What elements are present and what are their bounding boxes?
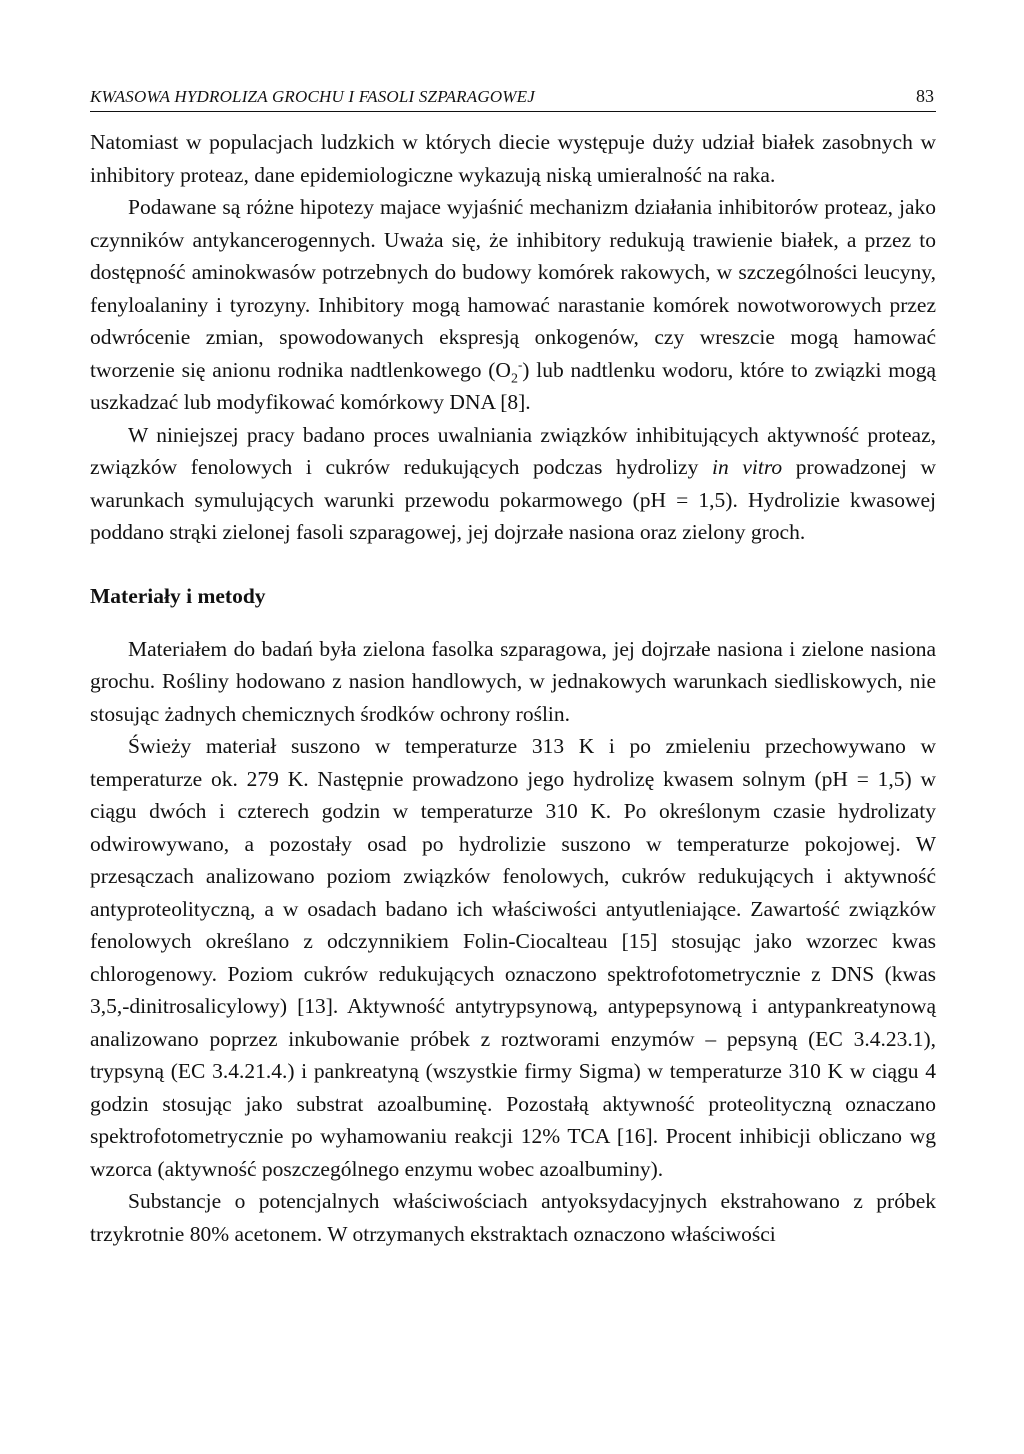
intro-paragraph-3-text-a: W niniejszej pracy badano proces uwalniania związków inhibitujących aktywność proteaz, związków fenolowych i cukrów redukujących podczas hydrolizy [90,422,936,479]
methods-paragraph-1-text: Materiałem do badań była zielona fasolka szparagowa, jej dojrzałe nasiona i zielone nasiona grochu. Rośliny hodowano z nasion handlowych, w jednakowych warunkach siedliskowych, nie stosując żadnych chemicznych środków ochrony roślin. [90,636,936,726]
page [90,86,936,1250]
running-title: KWASOWA HYDROLIZA GROCHU I FASOLI SZPARAGOWEJ [90,87,535,106]
methods-paragraph-1 [90,633,936,731]
section-heading-methods: Materiały i metody [90,583,266,608]
intro-paragraph-3 [90,419,936,549]
running-header [90,86,936,112]
intro-paragraph-3-text-b: prowadzonej w warunkach symulujących warunki przewodu pokarmowego (pH = 1,5). Hydrolizie kwasowej poddano strąki zielonej fasoli szparagowej, jej dojrzałe nasiona oraz zielony groch. [90,455,936,544]
methods-paragraph-2 [90,730,936,1185]
superoxide-subscript: 2 [510,370,518,386]
page-number: 83 [916,86,934,106]
intro-paragraph-2-text-b: ) lub nadtlenku wodoru, które to związki mogą uszkadzać lub modyfikować komórkowy DNA [8]. [90,357,936,414]
methods-paragraph-3 [90,1185,936,1250]
intro-paragraph-1 [90,126,936,191]
intro-paragraph-2-text-a: Podawane są różne hipotezy majace wyjaśnić mechanizm działania inhibitorów proteaz, jako czynników antykancerogennych. Uważa się, że inhibitory redukują trawienie białek, a przez to dostępność aminokwasów potrzebnych do budowy komórek rakowych, w szczególności leucyny, fenyloalaniny i tyrozyny. Inhibitory mogą hamować narastanie komórek nowotworowych przez odwrócenie zmian, spowodowanych ekspresją onkogenów, czy wreszcie mogą hamować tworzenie się anionu rodnika nadtlenkowego (O [90,195,936,382]
methods-paragraph-2-text: Świeży materiał suszono w temperaturze 313 K i po zmieleniu przechowywano w temperaturze ok. 279 K. Następnie prowadzono jego hydrolizę kwasem solnym (pH = 1,5) w ciągu dwóch i czterech godzin w temperaturze 310 K. Po określonym czasie hydrolizaty odwirowywano, a pozostały osad po hydrolizie suszono w temperaturze pokojowej. W przesączach analizowano poziom związków fenolowych, cukrów redukujących i aktywność antyproteolityczną, a w osadach badano ich właściwości antyutleniające. Zawartość związków fenolowych określano z odczynnikiem Folin-Ciocalteau [15] stosując jako wzorzec kwas chlorogenowy. Poziom cukrów redukujących oznaczono spektrofotometrycznie z DNS (kwas 3,5,-dinitrosalicylowy) [13]. Aktywność antytrypsynową, antypepsynową i antypankreatynową analizowano poprzez inkubowanie próbek z roztworami enzymów – pepsyną (EC 3.4.23.1), trypsyną (EC 3.4.21.4.) i pankreatyną (wszystkie firmy Sigma) w temperaturze 310 K w ciągu 4 godzin stosując jako substrat azoalbuminę. Pozostałą aktywność proteolityczną oznaczano spektrofotometrycznie po wyhamowaniu reakcji 12% TCA [16]. Procent inhibicji obliczano wg wzorca (aktywność poszczególnego enzymu wobec azoalbuminy). [90,734,936,1181]
intro-paragraph-2 [90,191,936,419]
methods-paragraph-3-text: Substancje o potencjalnych właściwościach antyoksydacyjnych ekstrahowano z próbek trzykrotnie 80% acetonem. W otrzymanych ekstraktach oznaczono właściwości [90,1189,936,1246]
in-vitro-italic: in vitro [711,455,783,479]
superoxide-superscript: - [517,356,523,372]
intro-paragraph-1-text: Natomiast w populacjach ludzkich w których diecie występuje duży udział białek zasobnych w inhibitory proteaz, dane epidemiologiczne wykazują niską umieralność na raka. [90,130,936,187]
